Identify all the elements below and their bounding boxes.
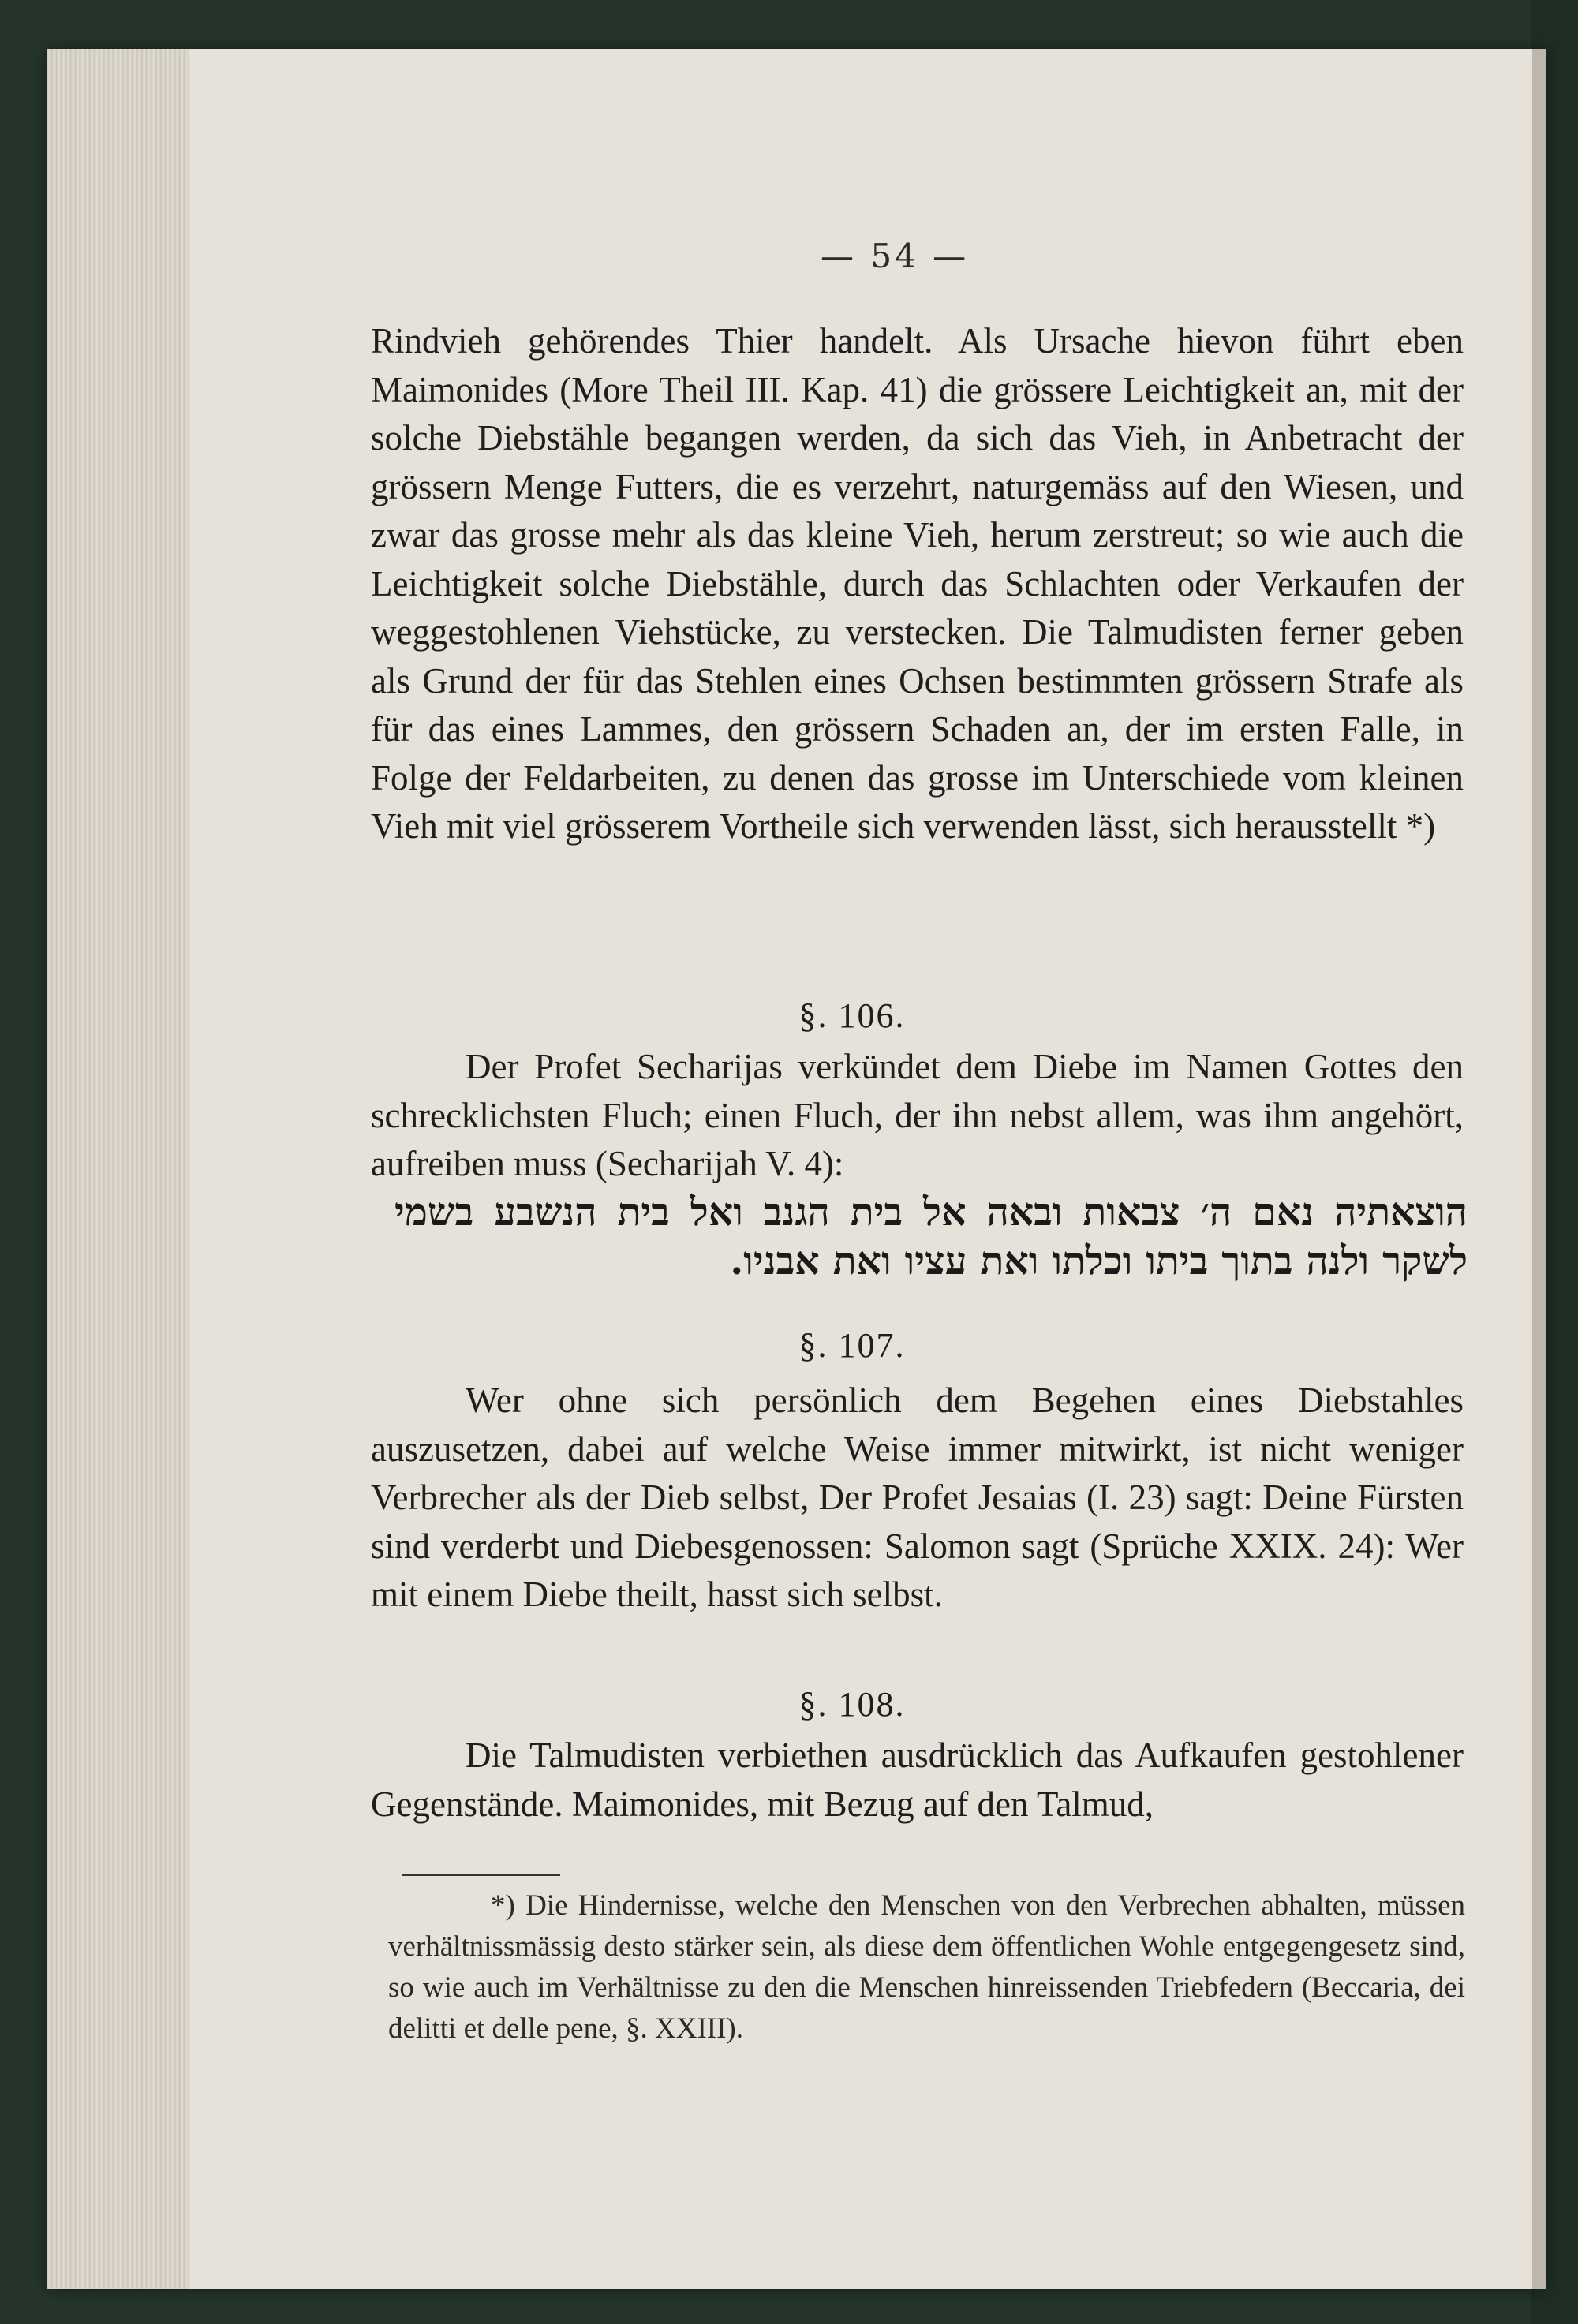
footnote <box>388 1885 1465 2049</box>
paragraph-continuation: Rindvieh gehörendes Thier handelt. Als Ursache hievon führt eben Maimonides (More Theil III. Kap. 41) die grössere Leichtigkeit an, mit der solche Diebstähle begangen werden, da sich das Vieh, in Anbetracht der grössern Menge Futters, die es verzehrt, naturgemäss auf den Wiesen, und zwar das grosse mehr als das kleine Vieh, herum zerstreut; so wie auch die Leichtigkeit solche Diebstähle, durch das Schlachten oder Verkaufen der weggestohlenen Viehstücke, zu verstecken. Die Talmudisten ferner geben als Grund der für das Stehlen eines Ochsen bestimmten grössern Strafe als für das eines Lammes, den grössern Schaden an, der im ersten Falle, in Folge der Feldarbeiten, zu denen das grosse im Unterschiede vom kleinen Vieh mit viel grösserem Vortheile sich verwenden lässt, sich herausstellt *) <box>371 321 1464 846</box>
hebrew-quotation: הוצאתיה נאם ה׳ צבאות ובאה אל בית הגנב ואל בית הנשבע בשמי לשקר ולנה בתוך ביתו וכלתו ואת עציו ואת אבניו. <box>394 1189 1468 1283</box>
section-heading-107: §. 107. <box>798 1326 906 1365</box>
paragraph-106: Der Profet Secharijas verkündet dem Diebe im Namen Gottes den schrecklichsten Fluch; einen Fluch, der ihn nebst allem, was ihm angehört, aufreiben muss (Secharijah V. 4): <box>371 1047 1464 1183</box>
section-heading-106: §. 106. <box>798 996 906 1035</box>
footnote-divider <box>402 1874 560 1876</box>
page-edges-right <box>1532 49 1546 2289</box>
paragraph-107: Wer ohne sich persönlich dem Begehen eines Diebstahles auszusetzen, dabei auf welche Weise immer mitwirkt, ist nicht weniger Verbrecher als der Dieb selbst, Der Profet Jesaias (I. 23) sagt: Deine Fürsten sind verderbt und Diebesgenossen: Salomon sagt (Sprüche XXIX. 24): Wer mit einem Diebe theilt, hasst sich selbst. <box>371 1381 1464 1614</box>
section-heading-108: §. 108. <box>798 1685 906 1724</box>
paragraph-108: Die Talmudisten verbiethen ausdrücklich das Aufkaufen gestohlener Gegenstände. Maimonides, mit Bezug auf den Talmud, <box>371 1736 1464 1824</box>
footnote-text: Die Hindernisse, welche den Menschen von den Verbrechen abhalten, müssen verhältnissmässig desto stärker sein, als diese dem öffentlichen Wohle entgegengesetz sind, so wie auch im Verhältnisse zu den die Menschen hinreissenden Triebfedern (Beccaria, dei delitti et delle pene, §. XXIII). <box>388 1889 1466 2045</box>
page-number: — 54 — <box>821 237 970 275</box>
footnote-marker: *) <box>491 1889 515 1922</box>
page-edges-left <box>47 49 189 2289</box>
